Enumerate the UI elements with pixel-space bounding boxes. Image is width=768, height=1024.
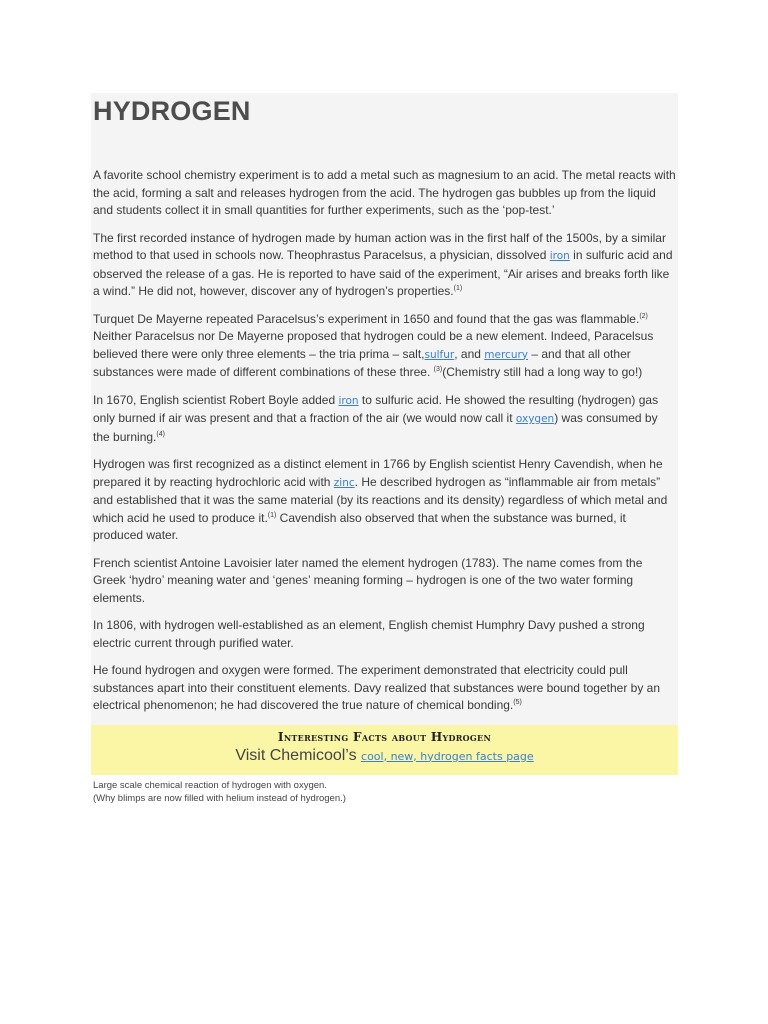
text-segment: (Chemistry still had a long way to go!) <box>442 365 643 379</box>
paragraph-cavendish <box>93 456 676 545</box>
hydrogen-facts-link[interactable]: cool, new, hydrogen facts page <box>361 749 534 763</box>
page-title: HYDROGEN <box>93 96 251 126</box>
reference-marker: (4) <box>156 430 165 438</box>
text-segment: The first recorded instance of hydrogen made by human action was in the first half of the 1500s, by a similar method to that used in schools now. Theophrastus Paracelsus, a physician, dissolved <box>93 230 666 262</box>
text-segment: ) was consumed by the burning. <box>93 411 658 444</box>
paragraph-paracelsus <box>93 230 676 301</box>
article-page <box>91 93 678 804</box>
paragraph-davy: In 1806, with hydrogen well-established as an element, English chemist Humphry Davy pushed a strong electric current through purified water. <box>93 618 645 650</box>
text-segment: in sulfuric acid and observed the release of a gas. He is reported to have said of the experiment, “Air arises and breaks forth like a wind.” He did not, however, discover any of hydrogen’s properties. <box>93 248 673 298</box>
caption-line: (Why blimps are now filled with helium instead of hydrogen.) <box>93 792 346 804</box>
reference-marker: (3) <box>433 366 443 373</box>
paragraph-lavoisier: French scientist Antoine Lavoisier later named the element hydrogen (1783). The name comes from the Greek ‘hydro’ meaning water and ‘genes’ meaning forming – hydrogen is one of the two water forming elements. <box>93 555 643 605</box>
facts-callout <box>91 725 678 775</box>
facts-visit-text: Visit Chemicool’s <box>235 746 362 764</box>
text-segment: . He described hydrogen as “inflammable air from metals” and established that it was the same material (by its reactions and its density) regardless of which metal and which acid he used to produce it. <box>93 474 668 525</box>
text-segment: He found hydrogen and oxygen were formed. The experiment demonstrated that electricity could pull substances apart into their constituent elements. Davy realized that substances were bound together by an electrical phenomenon; he had discovered the true nature of chemical bonding. <box>93 663 660 712</box>
oxygen-link[interactable]: oxygen <box>515 413 555 425</box>
caption-line: Large scale chemical reaction of hydrogen with oxygen. <box>93 779 327 791</box>
facts-title: Interesting Facts about Hydrogen <box>277 729 492 744</box>
text-segment: , and <box>454 346 485 361</box>
iron-link[interactable]: iron <box>549 250 570 262</box>
paragraph-mayerne <box>93 311 676 382</box>
image-caption <box>93 775 676 805</box>
sulfur-link[interactable]: sulfur <box>424 348 455 361</box>
zinc-link[interactable]: zinc <box>333 476 355 489</box>
text-segment: – and that all other substances were made of different combinations of these three. <box>93 346 631 379</box>
paragraph-boyle <box>93 392 676 447</box>
reference-marker: (5) <box>513 699 522 706</box>
text-segment: In 1670, English scientist Robert Boyle added <box>93 392 339 407</box>
text-segment: Turquet De Mayerne repeated Paracelsus’s experiment in 1650 and found that the gas was flammable. <box>93 311 640 326</box>
reference-marker: (1) <box>267 511 277 519</box>
reference-marker: (1) <box>453 285 463 292</box>
text-segment: Hydrogen was first recognized as a distinct element in 1766 by English scientist Henry Cavendish, when he prepared it by reacting hydrochloric acid with <box>93 457 663 489</box>
facts-visit-line <box>91 746 678 767</box>
paragraph-bonding <box>93 662 676 715</box>
reference-marker: (2) <box>639 312 648 320</box>
text-segment: Neither Paracelsus nor De Mayerne proposed that hydrogen could be a new element. Indeed, Paracelsus believed there were only three elements – the tria prima – salt, <box>93 329 654 361</box>
article-content <box>91 93 678 805</box>
text-segment: Cavendish also observed that when the substance was burned, it produced water. <box>93 510 626 542</box>
mercury-link[interactable]: mercury <box>484 348 528 361</box>
paragraph-intro: A favorite school chemistry experiment is to add a metal such as magnesium to an acid. The metal reacts with the acid, forming a salt and releases hydrogen from the acid. The hydrogen gas bubbles up from the liquid and students collect it in small quantities for further experiments, such as the ‘pop-test.’ <box>93 168 676 217</box>
text-segment: to sulfuric acid. He showed the resulting (hydrogen) gas only burned if air was present and that a fraction of the air (we would now call it <box>93 392 659 425</box>
iron-link[interactable]: iron <box>338 394 359 407</box>
